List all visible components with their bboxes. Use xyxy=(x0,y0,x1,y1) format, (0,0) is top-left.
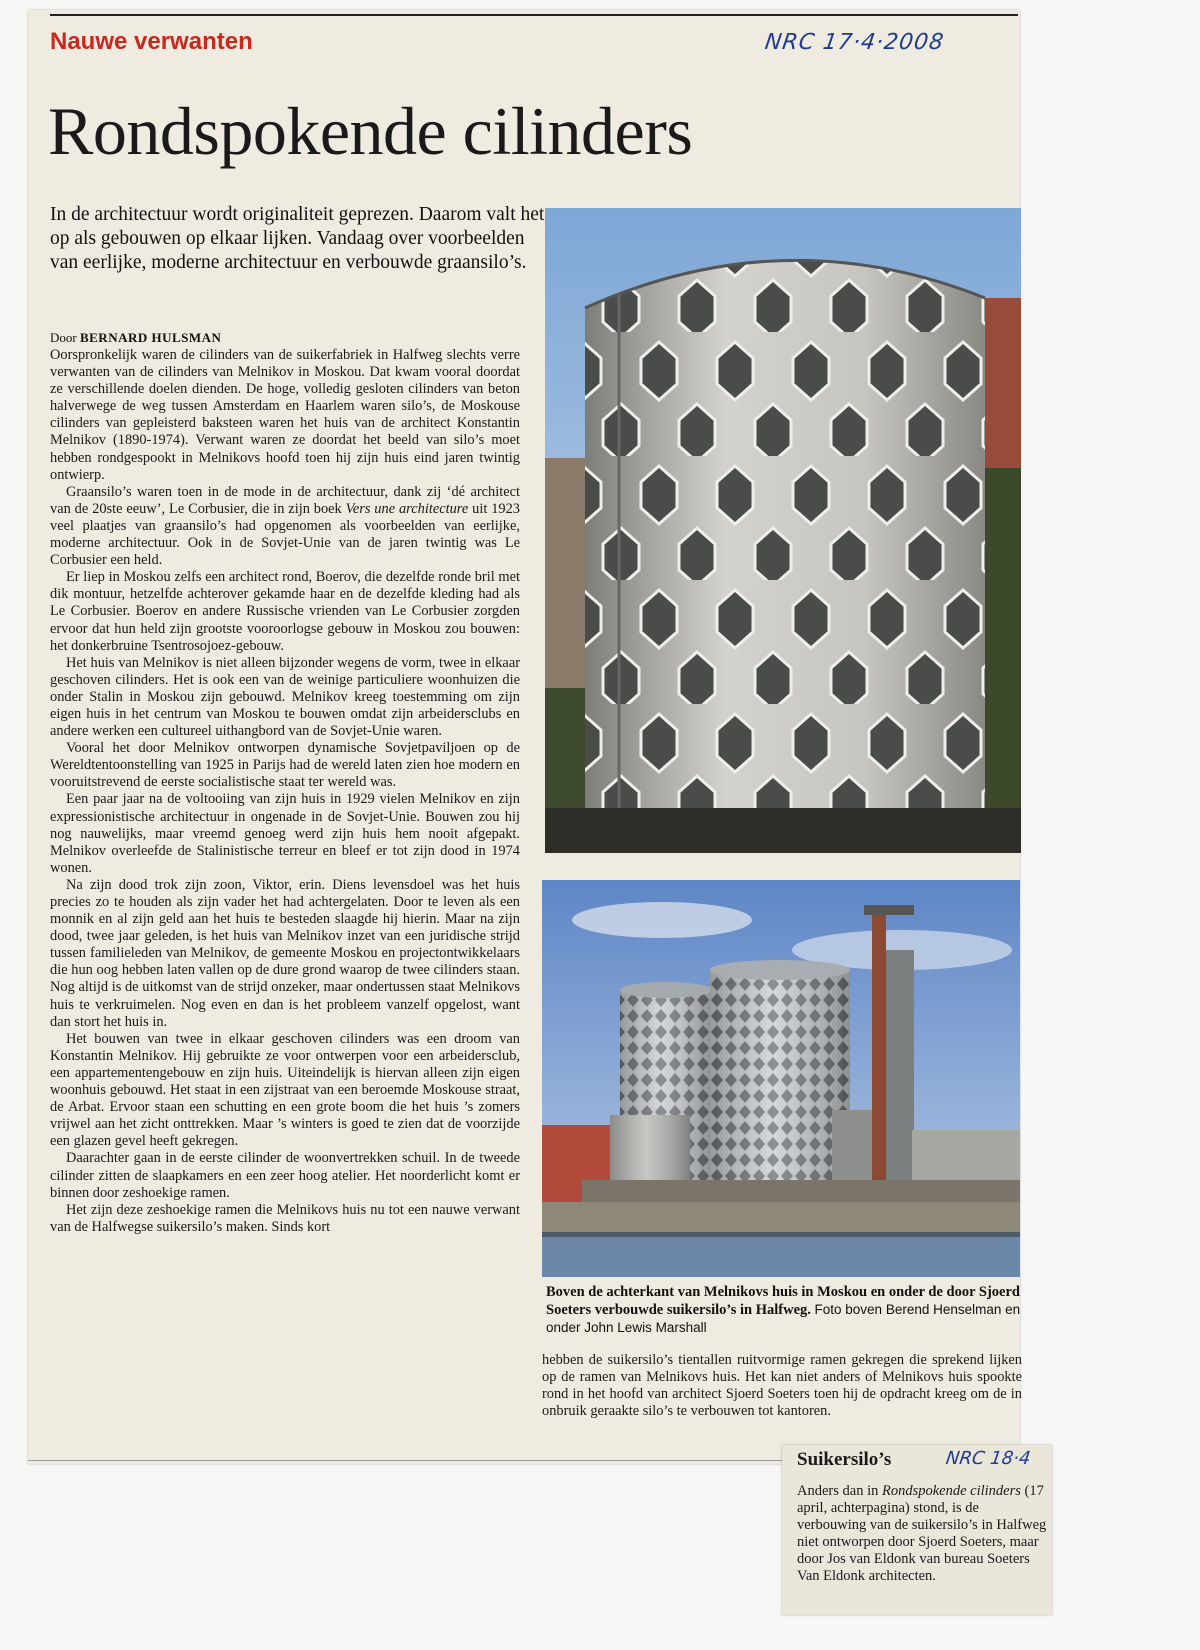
photo-halfweg-silos xyxy=(542,880,1020,1277)
handwritten-correction-note: NRC 18·4 xyxy=(944,1448,1032,1469)
correction-text: (17 april, achterpagina) stond, is de verbouwing van de suikersilo’s in Halfweg niet ontworpen door Sjoerd Soeters, maar door Jos van Eldonk van bureau Soeters Van Eldonk architecten. xyxy=(797,1483,1047,1584)
headline: Rondspokende cilinders xyxy=(48,93,693,169)
paragraph xyxy=(50,484,520,569)
correction-article-title: Rondspokende cilinders xyxy=(881,1483,1021,1499)
byline-author: BERNARD HULSMAN xyxy=(79,330,222,345)
paragraph: Vooral het door Melnikov ontworpen dynamische Sovjetpaviljoen op de Wereldtentoonstelling van 1925 in Parijs had de wereld laten zien hoe modern en vooruitstrevend de eerste socialistische staat ter wereld was. xyxy=(50,740,520,791)
melnikov-house-image xyxy=(545,208,1021,853)
paragraph: Oorspronkelijk waren de cilinders van de suikerfabriek in Halfweg slechts verre verwanten van de cilinders van Melnikov in Moskou. Dat kwam vooral doordat ze verschillende doelen dienden. De hoge, volledig gesloten cilinders van beton halverwege de weg tussen Amsterdam en Haarlem waren silo’s, de Moskouse cilinders van gepleisterd baksteen waren het huis van de architect Konstantin Melnikov (1890-1974). Verwant waren ze doordat het beeld van silo’s moet hebben rondgespookt in Melnikovs hoofd toen hij zijn huis eind jaren twintig ontwierp. xyxy=(50,347,520,483)
paragraph: hebben de suikersilo’s tientallen ruitvormige ramen gekregen die sprekend lijken op de ramen van Melnikovs huis. Het kan niet anders of Melnikovs huis spookte rond in het hoofd van architect Sjoerd Soeters toen hij de opdracht kreeg om de in onbruik geraakte silo’s te verbouwen tot kantoren. xyxy=(542,1352,1022,1420)
photo-credit: Foto boven Berend Henselman en onder John Lewis Marshall xyxy=(546,1302,1021,1335)
top-rule xyxy=(50,14,1018,16)
correction-body xyxy=(797,1483,1049,1585)
correction-text: Anders dan in xyxy=(797,1483,882,1499)
paragraph: Er liep in Moskou zelfs een architect rond, Boerov, die dezelfde ronde bril met dik montuur, hetzelfde achterover gekamde haar en de dezelfde kleding had als Le Corbusier. Boerov en andere Russische vrienden van Le Corbusier zorgden ervoor dat hun held zijn grootste vooroorlogse gebouw in Moskou zou bouwen: het donkerbruine Tsentrosojoez-gebouw. xyxy=(50,569,520,654)
paragraph: Het bouwen van twee in elkaar geschoven cilinders was een droom van Konstantin Melnikov. Hij gebruikte ze voor ontwerpen voor een arbeidersclub, een appartementengebouw en zijn huis. Uiteindelijk is hiervan alleen zijn eigen woonhuis gebouwd. Het staat in een zijstraat van een beroemde Moskouse straat, de Arbat. Ervoor staan een schutting en een grote boom die het huis ’s zomers vrijwel aan het zicht onttrekken. Maar ’s winters is goed te zien dat de voorzijde een glazen gevel heeft gekregen. xyxy=(50,1030,520,1150)
paragraph: Een paar jaar na de voltooiing van zijn huis in 1929 vielen Melnikov en zijn expressionistische architectuur in ongenade in de Sovjet-Unie. Bouwen zou hij nog nauwelijks, maar vreemd genoeg werd zijn huis hem nooit afgepakt. Melnikov overleefde de Stalinistische terreur en bleef er tot zijn dood in 1974 wonen. xyxy=(50,791,520,876)
article-column-2 xyxy=(542,1352,1022,1420)
article-column-1 xyxy=(50,347,520,1236)
book-title: Vers une architecture xyxy=(345,500,469,517)
handwritten-date-note: NRC 17·4·2008 xyxy=(763,30,946,55)
paragraph: Het zijn deze zeshoekige ramen die Melnikovs huis nu tot een nauwe verwant van de Halfwegse suikersilo’s maken. Sinds kort xyxy=(50,1201,520,1235)
paragraph: Na zijn dood trok zijn zoon, Viktor, erin. Diens levensdoel was het huis precies zo te houden als zijn vader het had achtergelaten. Door te leven als een monnik en al zijn geld aan het huis te besteden slaagde hij hierin. Maar na zijn dood, twee jaar geleden, is het huis van Melnikov inzet van een juridische strijd tussen familieleden van Melnikov, de gemeente Moskou en projectontwikkelaars die hun oog hebben laten vallen op de dure grond waarop de twee cilinders staan. Nog altijd is de uitkomst van de strijd onzeker, maar ondertussen staat Melnikovs huis te verkruimelen. Nog even en dan is het probleem vanzelf opgelost, want dan stort het huis in. xyxy=(50,876,520,1030)
paragraph: Het huis van Melnikov is niet alleen bijzonder wegens de vorm, twee in elkaar geschoven cilinders. Het is ook een van de weinige particuliere woonhuizen die onder Stalin in Moskou zijn gebouwd. Melnikov kreeg toestemming om zijn eigen huis in het centrum van Moskou te bouwen omdat zijn arbeidersclubs en andere werken een cultureel uithangbord van de Sovjet-Unie waren. xyxy=(50,654,520,740)
paragraph-text: uit 1923 veel plaatjes van graansilo’s had opgenomen als voorbeelden van eerlijke, moderne architectuur. Ook in de Sovjet-Unie van de jaren twintig was Le Corbusier een held. xyxy=(50,500,520,569)
paragraph: Daarachter gaan in de eerste cilinder de woonvertrekken schuil. In de tweede cilinder zitten de slaapkamers en een zeer hoog atelier. Het noorderlicht komt er binnen door zeshoekige ramen. xyxy=(50,1150,520,1201)
byline-prefix: Door xyxy=(50,330,77,345)
caption-text: Boven de achterkant van Melnikovs huis in Moskou en onder de door Sjoerd Soeters verbouwde suikersilo’s in Halfweg. xyxy=(546,1284,1020,1318)
halfweg-silos-image xyxy=(542,880,1020,1277)
section-rubric: Nauwe verwanten xyxy=(50,28,253,55)
paragraph-text: Graansilo’s waren toen in de mode in de architectuur, dank zij ‘dé architect van de 20ste eeuw’, Le Corbusier, die in zijn boek xyxy=(50,483,520,517)
photo-caption xyxy=(546,1283,1022,1337)
byline xyxy=(50,330,221,346)
photo-melnikov-house xyxy=(545,208,1021,853)
intro-lead: In de architectuur wordt originaliteit geprezen. Daarom valt het op als gebouwen op elkaar lijken. Vandaag over voorbeelden van eerlijke, moderne architectuur en verbouwde graansilo’s. xyxy=(50,204,545,273)
correction-title: Suikersilo’s xyxy=(797,1449,892,1470)
